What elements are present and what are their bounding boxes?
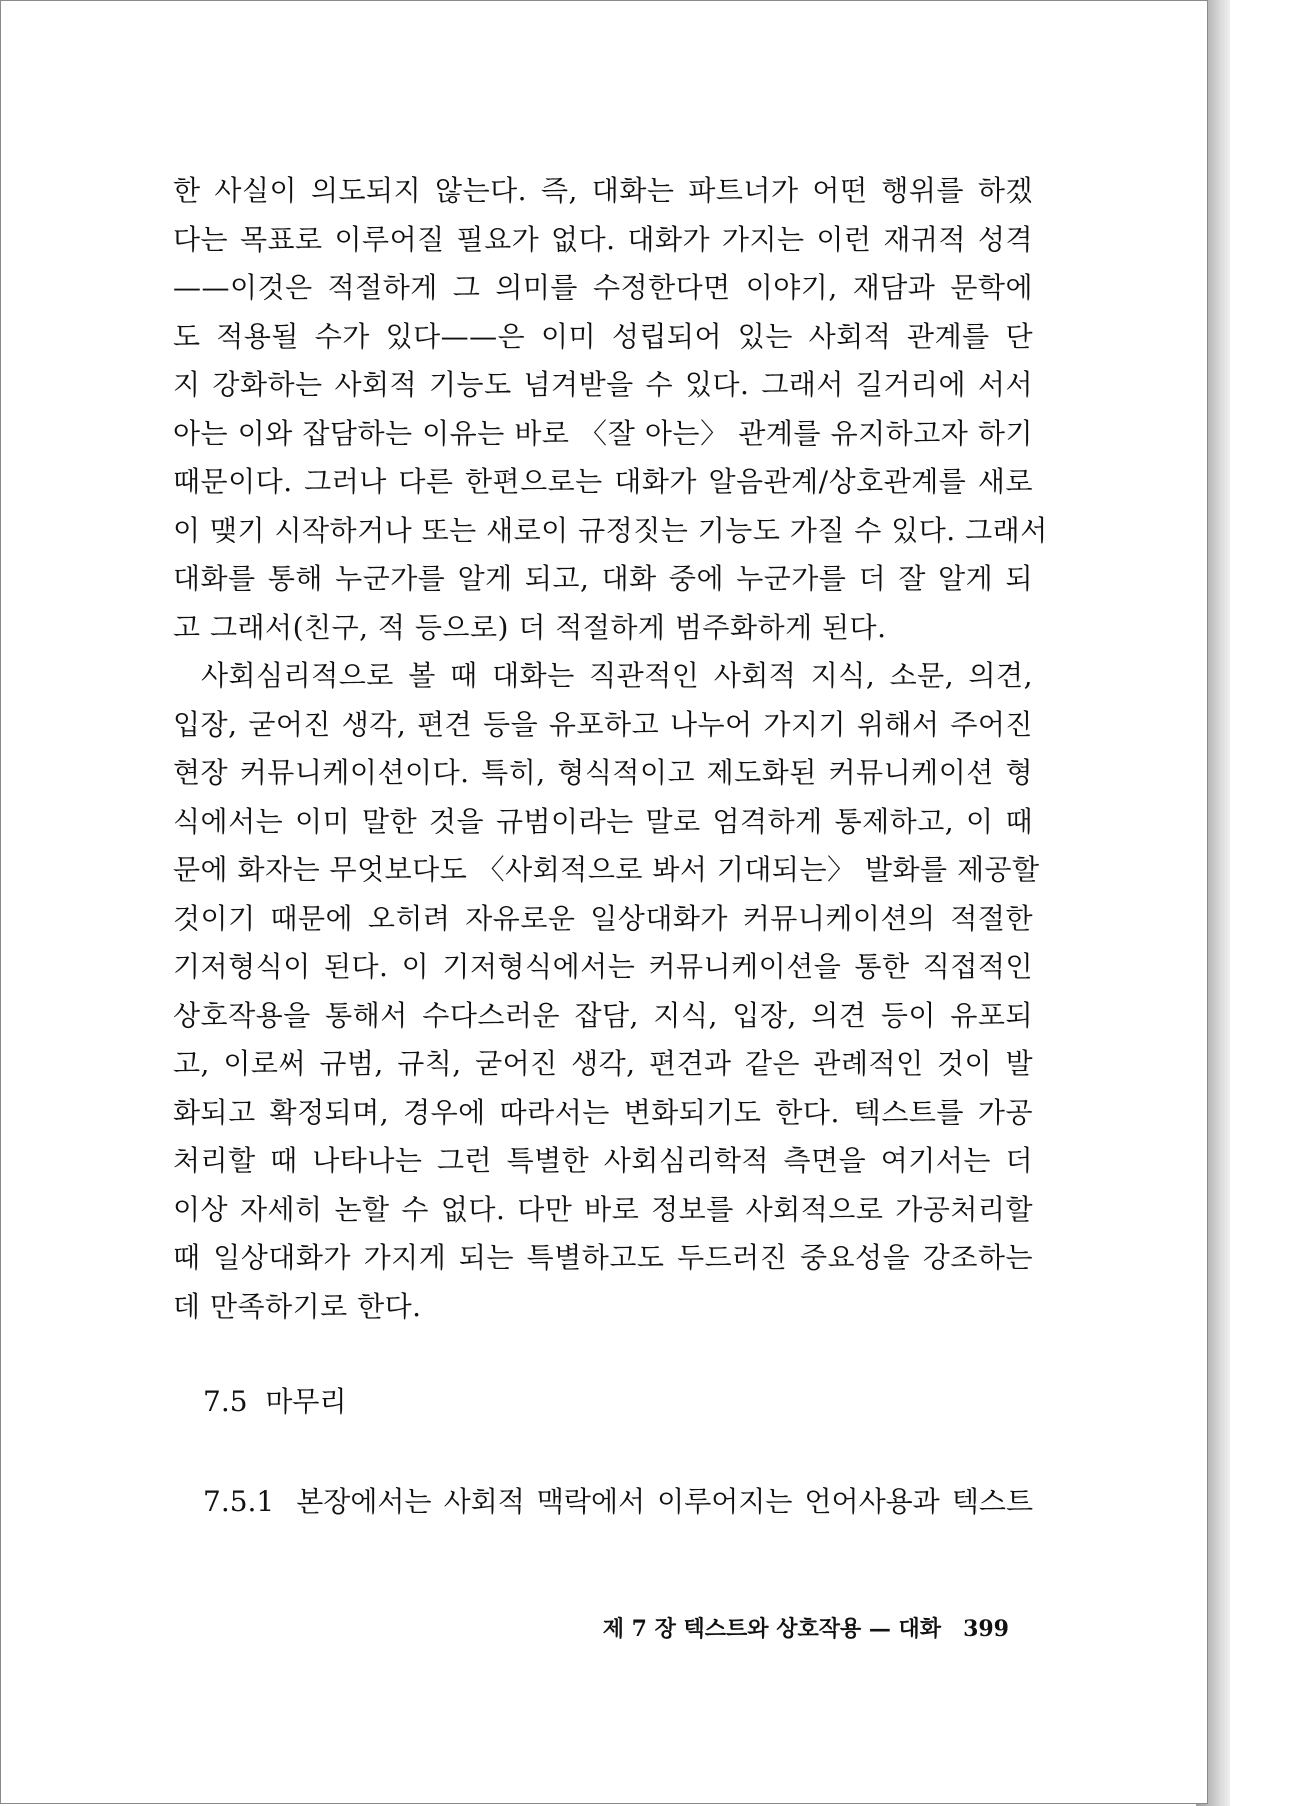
subsection-text: 본장에서는 사회적 맥락에서 이루어지는 언어사용과 텍스트: [296, 1485, 1033, 1518]
text-line: 이 맺기 시작하거나 또는 새로이 규정짓는 기능도 가질 수 있다. 그래서: [173, 513, 1048, 547]
text-line: 고 그래서(친구, 적 등으로) 더 적절하게 범주화하게 된다.: [173, 610, 887, 644]
text-line: 상호작용을 통해서 수다스러운 잡담, 지식, 입장, 의견 등이 유포되: [173, 998, 1033, 1032]
footer-chapter-title: 제 7 장 텍스트와 상호작용 — 대화: [602, 1616, 942, 1642]
page-body: [173, 167, 1048, 1527]
text-line: 지 강화하는 사회적 기능도 넘겨받을 수 있다. 그래서 길거리에 서서: [173, 368, 1033, 401]
paragraph-1: [173, 167, 1048, 652]
page-number: 399: [963, 1616, 1009, 1642]
text-line: 처리할 때 나타나는 그런 특별한 사회심리학적 측면을 여기서는 더: [173, 1144, 1033, 1177]
section-title: 마무리: [265, 1385, 347, 1418]
text-line: 아는 이와 잡담하는 이유는 바로 〈잘 아는〉 관계를 유지하고자 하기: [173, 416, 1033, 450]
text-line: 때문이다. 그러나 다른 한편으로는 대화가 알음관계/상호관계를 새로: [173, 465, 1033, 498]
text-line: 사회심리적으로 볼 때 대화는 직관적인 사회적 지식, 소문, 의견,: [201, 659, 1033, 692]
text-line: 기저형식이 된다. 이 기저형식에서는 커뮤니케이션을 통한 직접적인: [173, 950, 1033, 983]
section-heading: [173, 1377, 1033, 1427]
text-line: 대화를 통해 누군가를 알게 되고, 대화 중에 누군가를 더 잘 알게 되: [173, 562, 1033, 595]
subsection-number: 7.5.1: [203, 1485, 275, 1518]
text-line: 식에서는 이미 말한 것을 규범이라는 말로 엄격하게 통제하고, 이 때: [173, 804, 1033, 838]
text-line: 것이기 때문에 오히려 자유로운 일상대화가 커뮤니케이션의 적절한: [173, 901, 1033, 935]
text-line: 때 일상대화가 가지게 되는 특별하고도 두드러진 중요성을 강조하는: [173, 1241, 1033, 1274]
text-line: 한 사실이 의도되지 않는다. 즉, 대화는 파트너가 어떤 행위를 하겠: [173, 174, 1033, 207]
text-line: 입장, 굳어진 생각, 편견 등을 유포하고 나누어 가지기 위해서 주어진: [173, 707, 1033, 741]
text-line: 이상 자세히 논할 수 없다. 다만 바로 정보를 사회적으로 가공처리할: [173, 1192, 1033, 1226]
text-line: 현장 커뮤니케이션이다. 특히, 형식적이고 제도화된 커뮤니케이션 형: [173, 756, 1033, 789]
text-line: 문에 화자는 무엇보다도 〈사회적으로 봐서 기대되는〉 발화를 제공할: [173, 853, 1040, 886]
text-line: 고, 이로써 규범, 규칙, 굳어진 생각, 편견과 같은 관례적인 것이 발: [173, 1047, 1033, 1080]
paragraph-2: [173, 652, 1040, 1331]
running-footer: [561, 1609, 1009, 1649]
text-line: 데 만족하기로 한다.: [173, 1289, 422, 1323]
section-number: 7.5: [203, 1385, 248, 1418]
text-line: ——이것은 적절하게 그 의미를 수정한다면 이야기, 재담과 문학에: [173, 271, 1033, 304]
text-line: 화되고 확정되며, 경우에 따라서는 변화되기도 한다. 텍스트를 가공: [173, 1095, 1033, 1129]
text-line: 도 적용될 수가 있다——은 이미 성립되어 있는 사회적 관계를 단: [173, 319, 1033, 353]
subsection-line: [173, 1477, 1033, 1527]
text-line: 다는 목표로 이루어질 필요가 없다. 대화가 가지는 이런 재귀적 성격: [173, 222, 1033, 256]
